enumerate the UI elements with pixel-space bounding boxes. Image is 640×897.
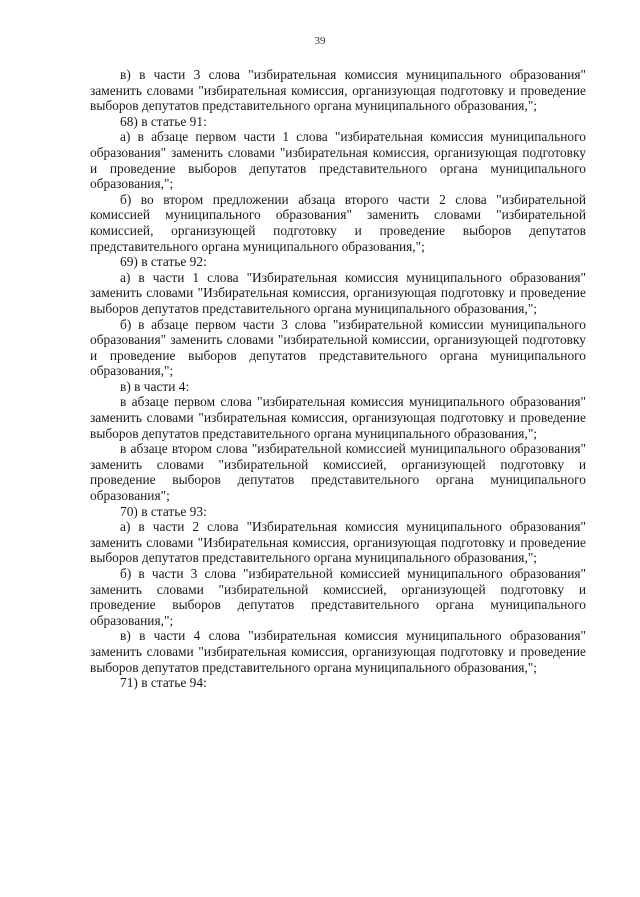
heading-item-68-article-91: 68) в статье 91: (120, 113, 207, 129)
heading-item-70-article-93: 70) в статье 93: (120, 503, 207, 519)
paragraph-item-b-part-3: б) в абзаце первом части 3 слова "избирательной комиссии муниципального образования" заменить словами "избирательной комиссии, организующей подготовку и проведение выборов депутатов представительного органа муниципального образования,"; (90, 316, 586, 379)
paragraph-item-b-part-2: б) во втором предложении абзаца второго части 2 слова "избирательной комиссией муниципального образования" заменить словами "избирательной комиссией, организующей подготовку и проведение выборов депутатов представительного органа муниципального образования,"; (90, 191, 586, 254)
paragraph-item-b-part-3: б) в части 3 слова "избирательной комиссией муниципального образования" заменить словами "избирательной комиссией, организующей подготовку и проведение выборов депутатов представительного органа муниципального образования,"; (90, 566, 586, 628)
paragraph-first-abzac: в абзаце первом слова "избирательная комиссия муниципального образования" заменить словами "избирательная комиссия, организующая подготовку и проведение выборов депутатов представительного органа муниципального образования,"; (90, 394, 586, 441)
paragraph-item-v-part-3: в) в части 3 слова "избирательная комиссия муниципального образования" заменить словами "избирательная комиссия, организующая подготовку и проведение выборов депутатов представительного органа муниципального образования,"; (90, 67, 586, 114)
document-body (90, 67, 586, 691)
paragraph-item-v-part-4: в) в части 4 слова "избирательная комиссия муниципального образования" заменить словами "избирательная комиссия, организующая подготовку и проведение выборов депутатов представительного органа муниципального образования,"; (90, 628, 586, 675)
page-number: 39 (314, 35, 326, 47)
heading-item-69-article-92: 69) в статье 92: (120, 254, 207, 270)
heading-item-71-article-94: 71) в статье 94: (120, 675, 207, 691)
paragraph-item-a-part-1: а) в части 1 слова "Избирательная комиссия муниципального образования" заменить словами "Избирательная комиссия, организующая подготовку и проведение выборов депутатов представительного органа муниципального образования,"; (90, 269, 586, 316)
paragraph-item-a-part-2: а) в части 2 слова "Избирательная комиссия муниципального образования" заменить словами "Избирательная комиссия, организующая подготовку и проведение выборов депутатов представительного органа муниципального образования,"; (90, 519, 586, 566)
paragraph-second-abzac: в абзаце втором слова "избирательной комиссией муниципального образования" заменить словами "избирательной комиссией, организующей подготовку и проведение выборов депутатов представительного органа муниципального образования"; (90, 441, 586, 504)
paragraph-item-a-part-1: а) в абзаце первом части 1 слова "избирательная комиссия муниципального образования" заменить словами "избирательная комиссия, организующая подготовку и проведение выборов депутатов представительного органа муниципального образования,"; (90, 129, 586, 192)
paragraph-item-v-part-4: в) в части 4: (120, 378, 190, 394)
